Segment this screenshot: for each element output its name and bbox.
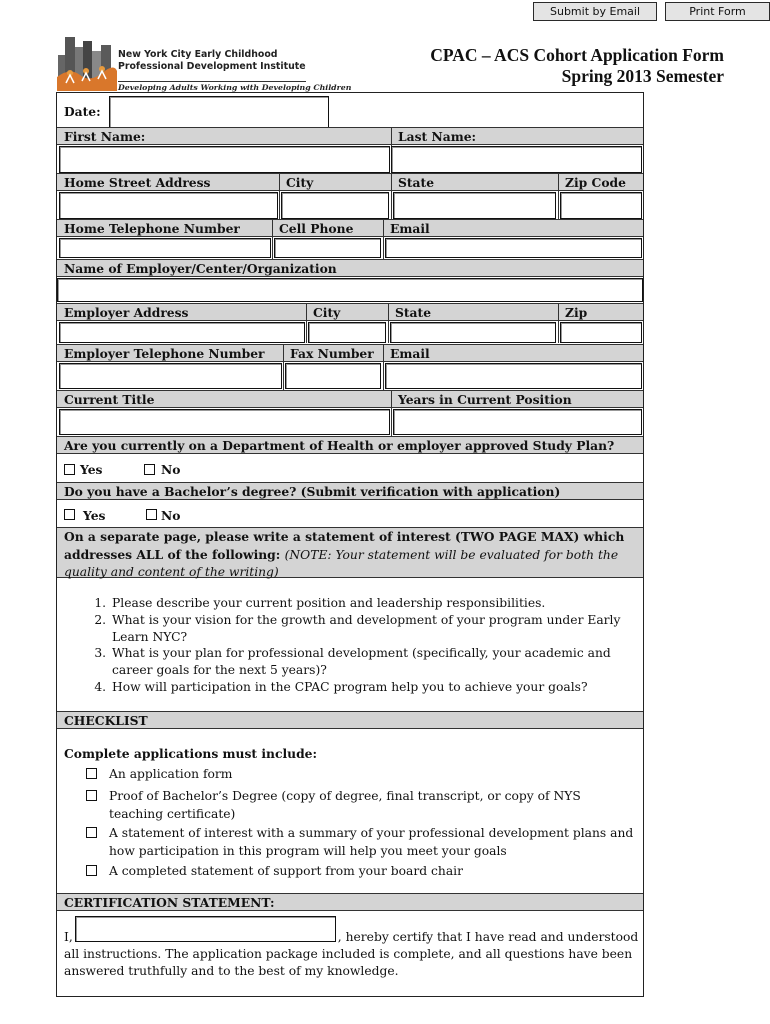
institute-logo (56, 33, 352, 95)
employer-name-label: Name of Employer/Center/Organization (64, 261, 337, 276)
home-street-input[interactable] (59, 192, 278, 219)
cell-phone-label: Cell Phone (279, 221, 354, 236)
study-plan-no-label: No (161, 462, 181, 477)
bachelors-question: Do you have a Bachelor’s degree? (Submit verification with application) (64, 484, 561, 499)
date-label: Date: (64, 104, 101, 119)
employer-email-input[interactable] (385, 363, 642, 389)
years-position-label: Years in Current Position (398, 392, 572, 407)
employer-address-input[interactable] (59, 322, 305, 343)
checklist-item: Proof of Bachelor’s Degree (copy of degree, final transcript, or copy of NYS teaching certificate) (109, 789, 581, 821)
form-title (430, 45, 724, 87)
application-form (56, 92, 644, 997)
employer-zip-label: Zip (565, 305, 588, 320)
checklist-item: An application form (109, 767, 233, 781)
study-plan-question: Are you currently on a Department of Health or employer approved Study Plan? (64, 438, 615, 453)
checklist-statement-checkbox[interactable] (86, 827, 97, 838)
statement-lead: On a separate page, please write a statement of interest (TWO PAGE MAX) which addresses ALL of the following: (64, 529, 625, 562)
submit-by-email-button[interactable]: Submit by Email (533, 2, 657, 21)
employer-name-input[interactable] (57, 278, 643, 302)
statement-questions-list (85, 595, 645, 696)
home-city-label: City (286, 175, 314, 190)
email-label: Email (390, 221, 430, 236)
cell-phone-input[interactable] (274, 238, 381, 258)
list-item: 1. Please describe your current position and leadership responsibilities. (110, 595, 645, 612)
date-input[interactable] (109, 96, 329, 129)
certification-text (64, 929, 640, 980)
home-zip-label: Zip Code (565, 175, 626, 190)
employer-state-input[interactable] (390, 322, 556, 343)
fax-label: Fax Number (290, 346, 374, 361)
employer-zip-input[interactable] (560, 322, 642, 343)
bachelors-no-label: No (161, 508, 181, 523)
home-phone-input[interactable] (59, 238, 271, 258)
logo-line2: Professional Development Institute (118, 60, 306, 72)
home-phone-label: Home Telephone Number (64, 221, 240, 236)
current-title-label: Current Title (64, 392, 155, 407)
bachelors-yes-checkbox[interactable] (64, 509, 75, 520)
checklist-item: A statement of interest with a summary of your professional development plans and how participation in this program will help you meet your goals (109, 826, 634, 858)
current-title-input[interactable] (59, 409, 390, 435)
years-position-input[interactable] (393, 409, 642, 435)
checklist-degree-checkbox[interactable] (86, 790, 97, 801)
fax-input[interactable] (285, 363, 381, 389)
home-zip-input[interactable] (560, 192, 642, 219)
first-name-label: First Name: (64, 129, 146, 144)
list-item: 3. What is your plan for professional development (specifically, your academic and career goals for the next 5 years)? (110, 645, 645, 679)
checklist-item: A completed statement of support from your board chair (109, 864, 463, 878)
statement-instructions (64, 528, 634, 581)
checklist-intro: Complete applications must include: (64, 746, 318, 761)
employer-phone-label: Employer Telephone Number (64, 346, 265, 361)
study-plan-no-checkbox[interactable] (144, 464, 155, 475)
certification-body: , hereby certify that I have read and understood all instructions. The application package included is complete, and all questions have been answered truthfully and to the best of my knowledge. (64, 930, 639, 978)
last-name-input[interactable] (391, 146, 642, 173)
home-street-label: Home Street Address (64, 175, 211, 190)
print-form-button[interactable]: Print Form (665, 2, 770, 21)
home-city-input[interactable] (281, 192, 389, 219)
email-input[interactable] (385, 238, 642, 258)
bachelors-no-checkbox[interactable] (146, 509, 157, 520)
bachelors-yes-label: Yes (83, 508, 106, 523)
checklist-support-checkbox[interactable] (86, 865, 97, 876)
form-title-line1: CPAC – ACS Cohort Application Form (430, 45, 724, 65)
logo-line1: New York City Early Childhood (118, 49, 278, 60)
employer-state-label: State (395, 305, 432, 320)
employer-city-label: City (313, 305, 341, 320)
last-name-label: Last Name: (398, 129, 477, 144)
first-name-input[interactable] (59, 146, 390, 173)
list-item: 2. What is your vision for the growth and development of your program under Early Learn NYC? (110, 612, 645, 646)
employer-city-input[interactable] (308, 322, 386, 343)
checklist-header: CHECKLIST (64, 713, 148, 728)
certification-header: CERTIFICATION STATEMENT: (64, 895, 275, 910)
skyline-logo-icon (56, 33, 118, 93)
checklist-application-checkbox[interactable] (86, 768, 97, 779)
home-state-input[interactable] (393, 192, 556, 219)
logo-tagline: Developing Adults Working with Developing Children (118, 83, 352, 92)
home-state-label: State (398, 175, 435, 190)
statement-note: (NOTE: Your statement will be evaluated for both the quality and content of the writing) (64, 548, 619, 579)
employer-email-label: Email (390, 346, 430, 361)
employer-phone-input[interactable] (59, 363, 282, 389)
employer-address-label: Employer Address (64, 305, 189, 320)
list-item: 4. How will participation in the CPAC program help you to achieve your goals? (110, 679, 645, 696)
certification-prefix: I, (64, 930, 73, 944)
form-title-line2: Spring 2013 Semester (561, 66, 724, 86)
study-plan-yes-checkbox[interactable] (64, 464, 75, 475)
study-plan-yes-label: Yes (80, 462, 103, 477)
